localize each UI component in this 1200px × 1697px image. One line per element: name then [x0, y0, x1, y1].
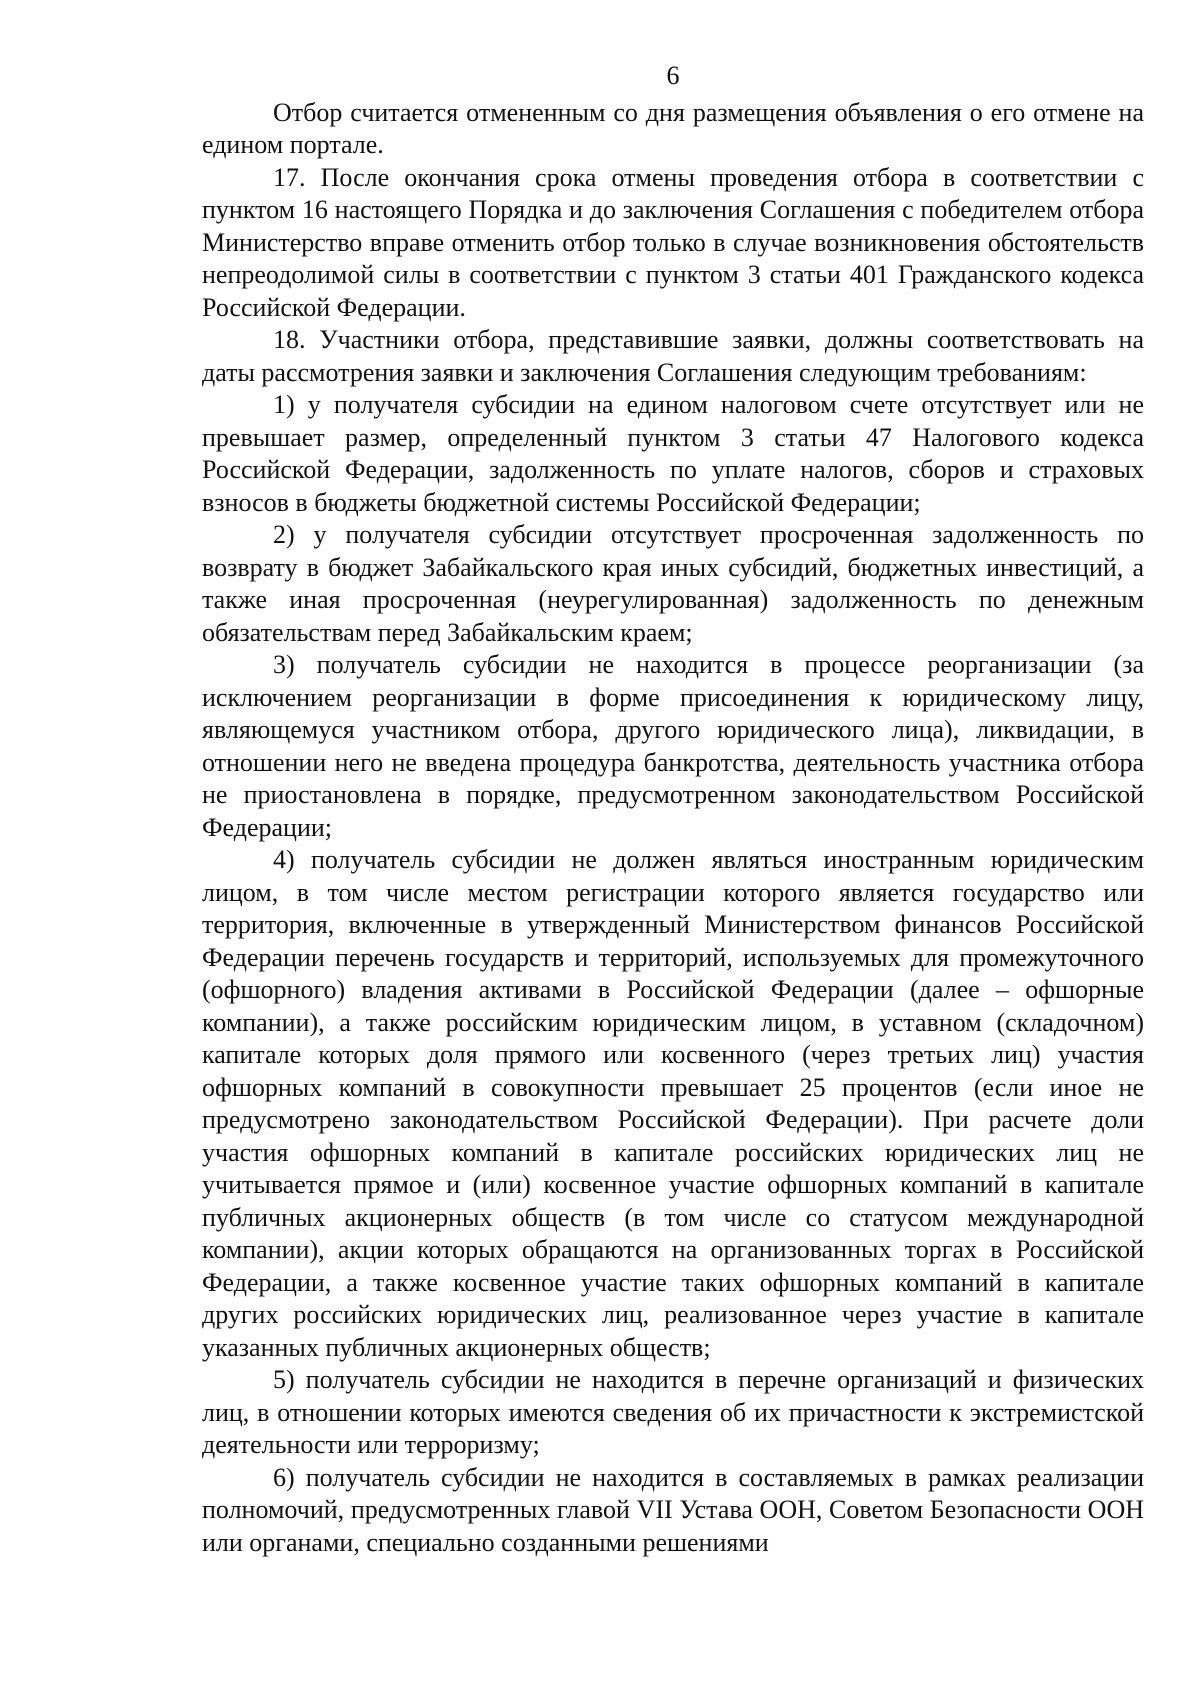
- requirement-4: 4) получатель субсидии не должен являться иностранным юридическим лицом, в том числе местом регистрации которого является государство или территория, включенные в утвержденный Министерством финансов Российской Федерации перечень государств и территорий, используемых для промежуточного (офшорного) владения активами в Российской Федерации (далее – офшорные компании), а также российским юридическим лицом, в уставном (складочном) капитале которых доля прямого или косвенного (через третьих лиц) участия офшорных компаний в совокупности превышает 25 процентов (если иное не предусмотрено законодательством Российской Федерации). При расчете доли участия офшорных компаний в капитале российских юридических лиц не учитывается прямое и (или) косвенное участие офшорных компаний в капитале публичных акционерных обществ (в том числе со статусом международной компании), акции которых обращаются на организованных торгах в Российской Федерации, а также косвенное участие таких офшорных компаний в капитале других российских юридических лиц, реализованное через участие в капитале указанных публичных акционерных обществ;: [202, 845, 1144, 1362]
- paragraph-18: 18. Участники отбора, представившие заявки, должны соответствовать на даты рассмотрения заявки и заключения Соглашения следующим требованиям:: [202, 325, 1144, 387]
- requirement-1: 1) у получателя субсидии на едином налоговом счете отсутствует или не превышает размер, определенный пунктом 3 статьи 47 Налогового кодекса Российской Федерации, задолженность по уплате налогов, сборов и страховых взносов в бюджеты бюджетной системы Российской Федерации;: [202, 390, 1144, 517]
- paragraph-17: 17. После окончания срока отмены проведения отбора в соответствии с пунктом 16 настоящего Порядка и до заключения Соглашения с победителем отбора Министерство вправе отменить отбор только в случае возникновения обстоятельств непреодолимой силы в соответствии с пунктом 3 статьи 401 Гражданского кодекса Российской Федерации.: [202, 162, 1144, 322]
- paragraph-cancellation-notice: Отбор считается отмененным со дня размещения объявления о его отмене на едином портале.: [202, 97, 1144, 159]
- requirement-6: 6) получатель субсидии не находится в составляемых в рамках реализации полномочий, предусмотренных главой VII Устава ООН, Советом Безопасности ООН или органами, специально созданными решениями: [202, 1462, 1144, 1557]
- requirement-2: 2) у получателя субсидии отсутствует просроченная задолженность по возврату в бюджет Забайкальского края иных субсидий, бюджетных инвестиций, а также иная просроченная (неурегулированная) задолженность по денежным обязательствам перед Забайкальским краем;: [202, 520, 1144, 647]
- document-page: [202, 60, 1144, 1559]
- requirement-5: 5) получатель субсидии не находится в перечне организаций и физических лиц, в отношении которых имеются сведения об их причастности к экстремистской деятельности или терроризму;: [202, 1365, 1144, 1459]
- requirement-3: 3) получатель субсидии не находится в процессе реорганизации (за исключением реорганизации в форме присоединения к юридическому лицу, являющемуся участником отбора, другого юридического лица), ликвидации, в отношении него не введена процедура банкротства, деятельность участника отбора не приостановлена в порядке, предусмотренном законодательством Российской Федерации;: [202, 650, 1144, 842]
- page-number: 6: [666, 61, 680, 90]
